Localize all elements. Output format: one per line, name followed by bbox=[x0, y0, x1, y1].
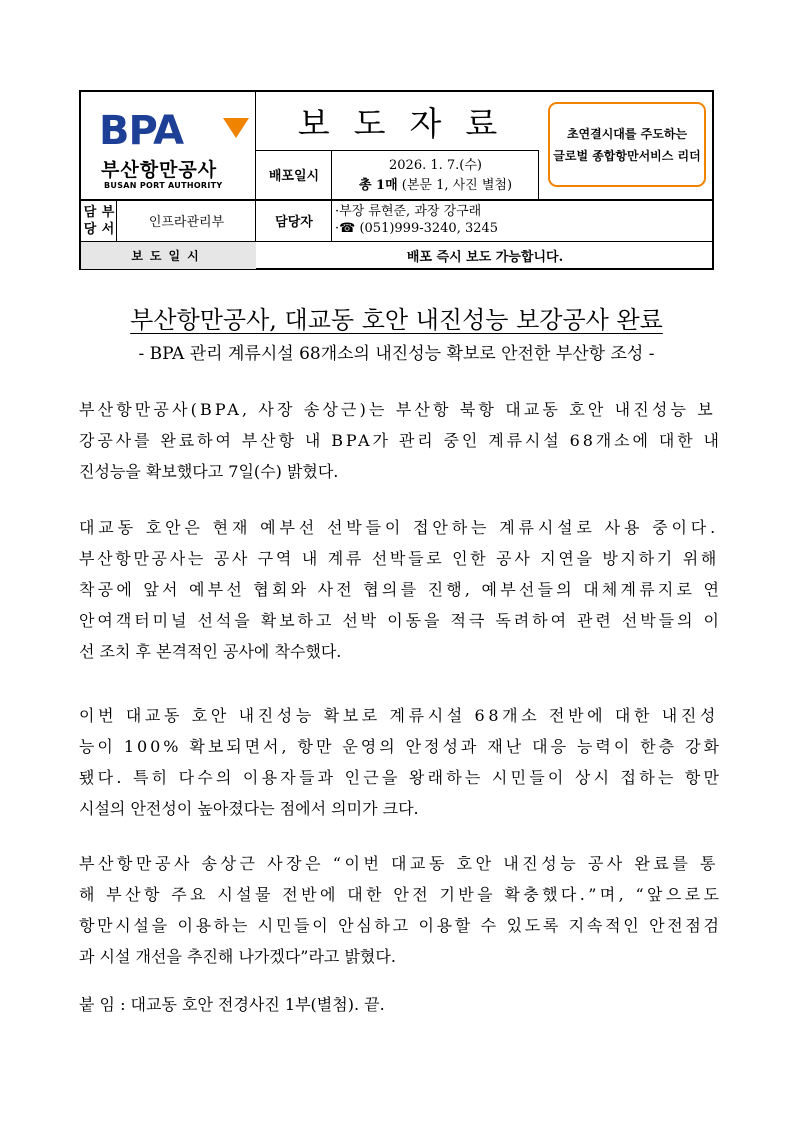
logo-english-name: BUSAN PORT AUTHORITY bbox=[104, 181, 223, 190]
paragraph-line: 착공에 앞서 예부선 협회와 사전 협의를 진행, 예부선들의 대체계류지로 연 bbox=[79, 580, 723, 599]
page-count-detail: (본문 1, 사진 별첨) bbox=[397, 178, 513, 193]
distribution-date-label: 배포일시 bbox=[268, 169, 320, 184]
distribution-date-value bbox=[332, 150, 539, 199]
logo-brand-text: BPA bbox=[99, 108, 184, 154]
logo-triangle-icon bbox=[223, 118, 249, 138]
paragraph-line: 안여객터미널 선석을 확보하고 선박 이동을 적극 독려하여 관련 선박들의 이 bbox=[79, 611, 722, 630]
slogan-cell bbox=[539, 92, 714, 199]
paragraph-line: 부산항만공사(BPA, 사장 송상근)는 부산항 북항 대교동 호안 내진성능 보 bbox=[79, 400, 716, 419]
paragraph-line: 대교동 호안은 현재 예부선 선박들이 접안하는 계류시설로 사용 중이다. bbox=[79, 518, 719, 537]
document-title: 보도자료 bbox=[256, 92, 539, 150]
article-subheadline: - BPA 관리 계류시설 68개소의 내진성능 확보로 안전한 부산항 조성 - bbox=[138, 344, 655, 364]
page-count-total: 총 1매 bbox=[358, 178, 398, 193]
paragraph-line: 항만시설을 이용하는 시민들이 안심하고 이용할 수 있도록 지속적인 안전점검 bbox=[79, 916, 722, 935]
article-paragraph-4 bbox=[79, 848, 723, 972]
logo-korean-name: 부산항만공사 bbox=[101, 159, 218, 181]
slogan-line-2: 글로벌 종합항만서비스 리더 bbox=[553, 148, 701, 163]
slogan-box bbox=[548, 102, 706, 187]
manager-names: ·부장 류현준, 과장 강구래 bbox=[335, 204, 482, 219]
paragraph-line: 능이 100% 확보되면서, 항만 운영의 안정성과 재난 대응 능력이 한층 강화 bbox=[79, 737, 722, 756]
manager-phone: ·☎ (051)999-3240, 3245 bbox=[335, 221, 499, 236]
paragraph-line: 과 시설 개선을 추진해 나가겠다”라고 밝혔다. bbox=[79, 947, 396, 966]
paragraph-line: 해 부산항 주요 시설물 전반에 대한 안전 기반을 확충했다.”며, “앞으로도 bbox=[79, 885, 723, 904]
department-value: 인프라관리부 bbox=[148, 215, 225, 230]
page-count bbox=[332, 176, 539, 196]
manager-value bbox=[332, 200, 714, 241]
paragraph-line: 이번 대교동 호안 내진성능 확보로 계류시설 68개소 전반에 대한 내진성 bbox=[79, 706, 719, 725]
department-label-line-1: 담당 bbox=[83, 204, 97, 237]
paragraph-line: 부산항만공사 송상근 사장은 “이번 대교동 호안 내진성능 공사 완료를 통 bbox=[79, 854, 719, 873]
paragraph-line: 진성능을 확보했다고 7일(수) 밝혔다. bbox=[79, 462, 339, 481]
paragraph-line: 강공사를 완료하여 부산항 내 BPA가 관리 중인 계류시설 68개소에 대한 내 bbox=[79, 431, 722, 450]
article-paragraph-3 bbox=[79, 700, 723, 824]
press-release-header-table bbox=[79, 90, 714, 270]
slogan-line-1: 초연결시대를 주도하는 bbox=[566, 126, 688, 141]
distribution-date: 2026. 1. 7.(수) bbox=[389, 158, 482, 173]
article-headline: 부산항만공사, 대교동 호안 내진성능 보강공사 완료 bbox=[130, 306, 663, 334]
release-time-value: 배포 즉시 보도 가능합니다. bbox=[406, 250, 564, 265]
article-paragraph-2 bbox=[79, 512, 723, 667]
paragraph-line: 선 조치 후 본격적인 공사에 착수했다. bbox=[79, 642, 342, 661]
attachment-note: 붙 임 : 대교동 호안 전경사진 1부(별첨). 끝. bbox=[79, 995, 385, 1014]
release-time-label: 보도일시 bbox=[81, 242, 256, 269]
paragraph-line: 부산항만공사는 공사 구역 내 계류 선박들로 인한 공사 지연을 방지하기 위해 bbox=[79, 549, 719, 568]
bpa-logo bbox=[81, 92, 255, 199]
manager-label: 담당자 bbox=[275, 215, 313, 230]
paragraph-line: 됐다. 특히 다수의 이용자들과 인근을 왕래하는 시민들이 상시 접하는 항만 bbox=[79, 768, 723, 787]
department-label-line-2: 부서 bbox=[101, 204, 115, 237]
paragraph-line: 시설의 안전성이 높아졌다는 점에서 의미가 크다. bbox=[79, 799, 419, 818]
article-paragraph-1 bbox=[79, 394, 722, 487]
department-label bbox=[81, 200, 117, 241]
